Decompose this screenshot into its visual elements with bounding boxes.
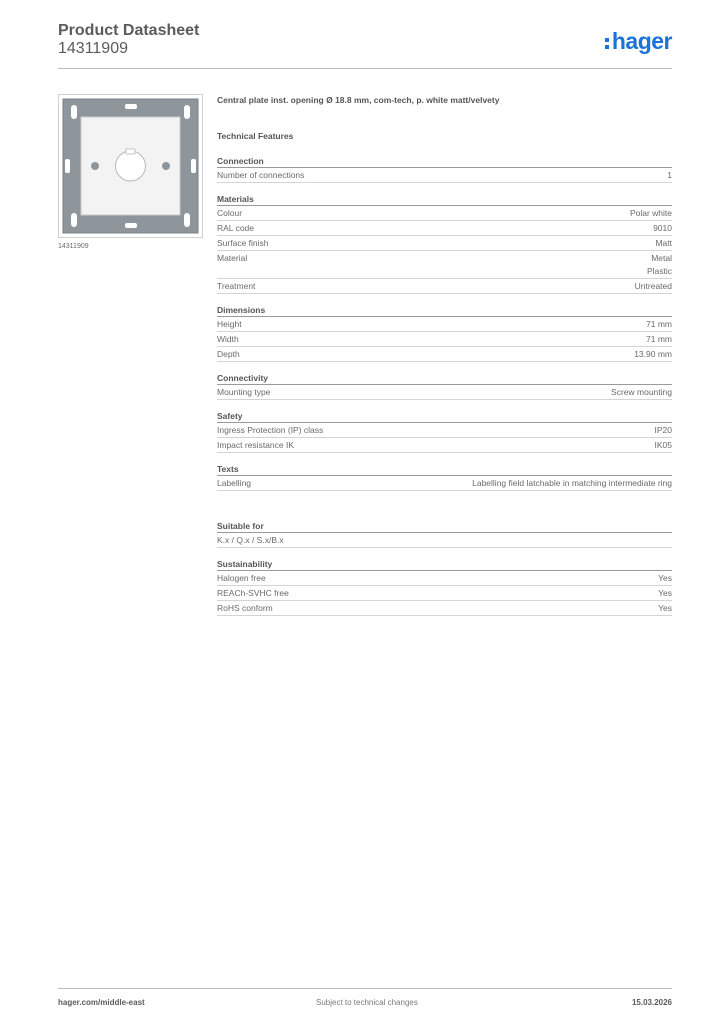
section-title: Dimensions <box>217 303 672 317</box>
row-value: 1 <box>667 170 672 180</box>
table-row <box>217 438 672 453</box>
logo-text: hager <box>611 28 672 54</box>
table-row <box>217 601 672 616</box>
table-row <box>217 168 672 183</box>
row-value: 9010 <box>653 223 672 233</box>
row-value: Polar white <box>629 208 672 218</box>
row-label: RAL code <box>217 223 255 233</box>
product-image <box>58 94 203 238</box>
row-label: Height <box>217 319 242 329</box>
row-value-line: Metal <box>651 253 672 263</box>
section-title: Sustainability <box>217 557 672 571</box>
row-value: Screw mounting <box>611 387 672 397</box>
image-caption: 14311909 <box>58 243 89 250</box>
table-row <box>217 279 672 294</box>
row-label: Surface finish <box>217 238 269 248</box>
row-label: Material <box>217 253 248 263</box>
table-row <box>217 221 672 236</box>
section-suitable-for <box>217 519 672 548</box>
row-value-line: Plastic <box>646 266 672 276</box>
table-row <box>217 571 672 586</box>
table-row <box>217 251 672 279</box>
central-plate-image <box>59 95 202 237</box>
header-divider <box>58 68 672 69</box>
row-label: Ingress Protection (IP) class <box>217 425 324 435</box>
hager-logo <box>605 28 672 55</box>
row-label: REACh-SVHC free <box>217 588 289 598</box>
datasheet-content <box>217 92 672 625</box>
table-row <box>217 385 672 400</box>
row-value: Yes <box>658 588 672 598</box>
section-safety <box>217 409 672 453</box>
document-title: Product Datasheet <box>58 22 200 39</box>
table-row <box>217 347 672 362</box>
product-description: Central plate inst. opening Ø 18.8 mm, com-tech, p. white matt/velvety <box>217 95 500 105</box>
row-label: Halogen free <box>217 573 266 583</box>
section-title: Connection <box>217 154 672 168</box>
section-title: Safety <box>217 409 672 423</box>
table-row <box>217 236 672 251</box>
table-row <box>217 317 672 332</box>
table-row <box>217 423 672 438</box>
section-title: Materials <box>217 192 672 206</box>
footer-website: hager.com/middle-east <box>58 998 145 1007</box>
section-title: Suitable for <box>217 519 672 533</box>
technical-features-heading: Technical Features <box>217 131 294 141</box>
row-value: IK05 <box>654 440 672 450</box>
section-sustainability <box>217 557 672 616</box>
table-row <box>217 533 672 548</box>
table-row <box>217 206 672 221</box>
row-label: Width <box>217 334 239 344</box>
section-gap <box>217 500 672 519</box>
row-value: Labelling field latchable in matching intermediate ring <box>472 478 672 488</box>
row-value: IP20 <box>654 425 672 435</box>
document-header <box>58 22 672 68</box>
row-label: K.x / Q.x / S.x/B.x <box>217 535 284 545</box>
row-label: Treatment <box>217 281 256 291</box>
product-number: 14311909 <box>58 40 128 57</box>
row-label: Depth <box>217 349 240 359</box>
row-label: RoHS conform <box>217 603 273 613</box>
logo-dots-icon <box>605 36 610 50</box>
row-label: Mounting type <box>217 387 271 397</box>
table-row <box>217 332 672 347</box>
row-label: Number of connections <box>217 170 305 180</box>
row-value: Yes <box>658 603 672 613</box>
section-dimensions <box>217 303 672 362</box>
footer-date: 15.03.2026 <box>631 998 672 1007</box>
row-value: Matt <box>655 238 672 248</box>
row-value: Untreated <box>634 281 672 291</box>
page-footer <box>58 998 672 1010</box>
row-label: Colour <box>217 208 243 218</box>
section-connectivity <box>217 371 672 400</box>
row-value: 71 mm <box>646 334 672 344</box>
row-label: Labelling <box>217 478 252 488</box>
section-connection <box>217 154 672 183</box>
table-row <box>217 586 672 601</box>
table-row <box>217 476 672 491</box>
row-value: Yes <box>658 573 672 583</box>
footer-divider <box>58 988 672 989</box>
section-texts <box>217 462 672 491</box>
footer-notice: Subject to technical changes <box>316 998 418 1007</box>
row-value: 13.90 mm <box>634 349 672 359</box>
row-value: 71 mm <box>646 319 672 329</box>
row-value <box>647 252 672 278</box>
section-title: Texts <box>217 462 672 476</box>
row-label: Impact resistance IK <box>217 440 295 450</box>
section-title: Connectivity <box>217 371 672 385</box>
section-materials <box>217 192 672 294</box>
